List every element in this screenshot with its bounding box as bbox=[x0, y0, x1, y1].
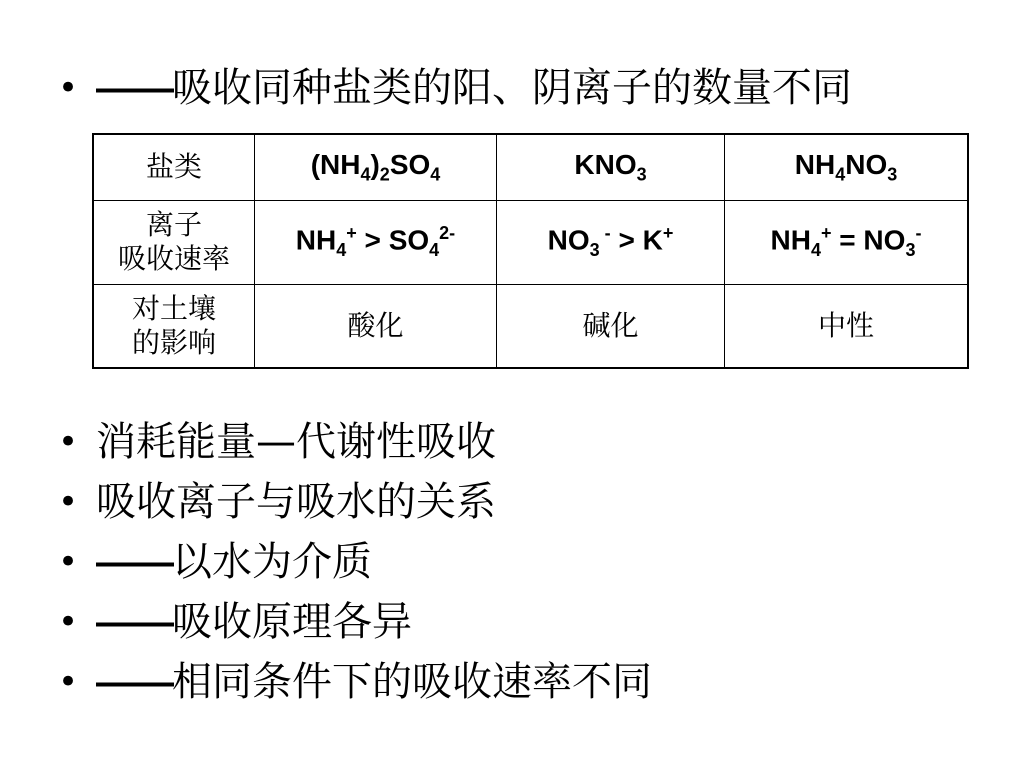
bullet-dot: • bbox=[58, 602, 79, 642]
rate-ammonium-sulfate: $NH_4^+ > SO_4^{2-}$ bbox=[255, 200, 497, 284]
bullet-dot: • bbox=[58, 662, 79, 702]
bullet-item bbox=[58, 658, 652, 706]
salt-potassium-nitrate: $KNO_3$ bbox=[497, 134, 725, 200]
intro-text: 吸收同种盐类的阳、阴离子的数量不同 bbox=[172, 65, 852, 111]
bullet-dash: —— bbox=[96, 540, 172, 584]
row2-header: 离子 吸收速率 bbox=[93, 200, 255, 284]
bullet-text: 吸收离子与吸水的关系 bbox=[96, 479, 496, 525]
bullet-dash: —— bbox=[96, 600, 172, 644]
table-row bbox=[93, 134, 968, 200]
bullet-dot: • bbox=[58, 68, 79, 108]
rate-ammonium-nitrate: $NH_4^+ = NO_3^-$ bbox=[725, 200, 969, 284]
salt-table bbox=[92, 133, 969, 369]
effect-acidify: 酸化 bbox=[255, 284, 497, 368]
table-row bbox=[93, 284, 968, 368]
bullet-dot: • bbox=[58, 422, 79, 462]
bullet-text: 相同条件下的吸收速率不同 bbox=[172, 659, 652, 705]
bullet-item bbox=[58, 478, 496, 526]
salt-ammonium-nitrate: $NH_4NO_3$ bbox=[725, 134, 969, 200]
row1-header: 盐类 bbox=[93, 134, 255, 200]
bullet-item bbox=[58, 418, 496, 466]
row3-header: 对土壤 的影响 bbox=[93, 284, 255, 368]
salt-ammonium-sulfate: $(NH_4)_2SO_4$ bbox=[255, 134, 497, 200]
intro-dash: —— bbox=[96, 66, 172, 110]
bullet-text: 消耗能量—代谢性吸收 bbox=[96, 419, 496, 465]
bullet-item bbox=[58, 538, 372, 586]
effect-neutral: 中性 bbox=[725, 284, 969, 368]
table-row bbox=[93, 200, 968, 284]
bullet-text: 吸收原理各异 bbox=[172, 599, 412, 645]
intro-bullet bbox=[58, 64, 852, 112]
bullet-item bbox=[58, 598, 412, 646]
effect-alkalize: 碱化 bbox=[497, 284, 725, 368]
bullet-dot: • bbox=[58, 542, 79, 582]
bullet-dot: • bbox=[58, 482, 79, 522]
rate-potassium-nitrate: $NO_3$ - > K+ bbox=[497, 200, 725, 284]
bullet-dash: —— bbox=[96, 660, 172, 704]
bullet-text: 以水为介质 bbox=[172, 539, 372, 585]
